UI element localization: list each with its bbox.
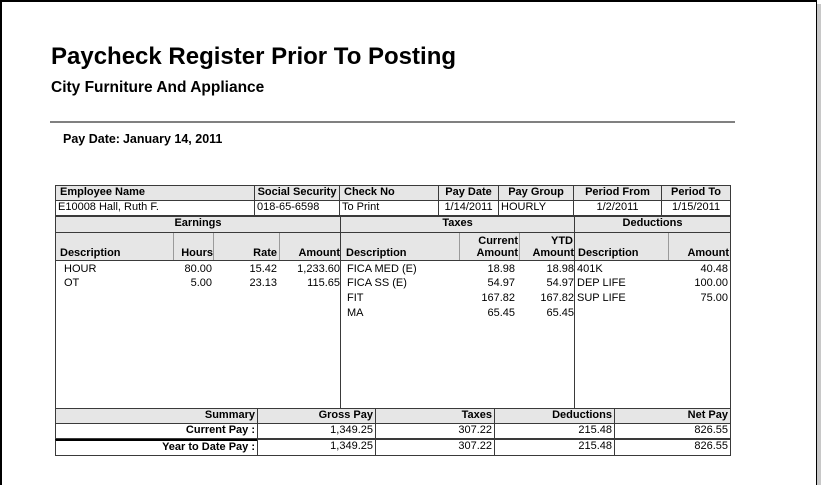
earn-rate: 15.42 <box>249 263 277 275</box>
page-shadow <box>817 4 821 485</box>
summary-deductions: 215.48 <box>494 423 615 439</box>
summary-label: Year to Date Pay : <box>55 439 258 456</box>
body-divider-earnings-taxes <box>340 260 341 409</box>
section-earnings: Earnings <box>55 216 341 233</box>
body-border-left <box>55 260 56 409</box>
summary-gross: 1,349.25 <box>257 423 376 439</box>
summary-taxes: 307.22 <box>375 423 495 439</box>
summary-net: 826.55 <box>614 439 731 456</box>
earn-amount: 115.65 <box>307 277 340 289</box>
earn-amount: 1,233.60 <box>297 263 340 275</box>
summary-col-taxes: Taxes <box>375 408 495 424</box>
tax-col-ytd-amount: Amount <box>532 247 574 259</box>
summary-gross: 1,349.25 <box>257 439 376 456</box>
tax-description: FICA SS (E) <box>347 277 407 289</box>
earn-description: OT <box>64 277 80 289</box>
earn-col-amount: Amount <box>298 247 340 259</box>
earn-hours: 80.00 <box>184 263 212 275</box>
employee-name-value: E10008 Hall, Ruth F. <box>55 200 255 216</box>
col-divider <box>574 233 575 260</box>
earn-hours: 5.00 <box>190 277 212 289</box>
col-divider <box>340 233 341 260</box>
earn-col-rate: Rate <box>253 247 277 259</box>
tax-description: FICA MED (E) <box>347 263 417 275</box>
tax-ytd: 18.98 <box>546 263 574 275</box>
earn-col-hours: Hours <box>181 247 213 259</box>
section-deductions: Deductions <box>574 216 731 233</box>
check-no-value: To Print <box>339 200 439 216</box>
ded-amount: 40.48 <box>700 263 728 275</box>
pay-date <box>63 132 225 146</box>
col-employee-name: Employee Name <box>55 185 255 201</box>
period-to-value: 1/15/2011 <box>661 200 731 216</box>
tax-current: 65.45 <box>487 307 515 319</box>
col-period-to: Period To <box>661 185 731 201</box>
tax-ytd: 65.45 <box>546 307 574 319</box>
tax-current: 18.98 <box>487 263 515 275</box>
ded-amount: 100.00 <box>694 277 728 289</box>
tax-description: FIT <box>347 292 364 304</box>
tax-col-current: Current <box>478 235 518 247</box>
ded-description: SUP LIFE <box>577 292 626 304</box>
earn-rate: 23.13 <box>249 277 277 289</box>
period-from-value: 1/2/2011 <box>573 200 662 216</box>
summary-deductions: 215.48 <box>494 439 615 456</box>
ded-description: DEP LIFE <box>577 277 626 289</box>
tax-ytd: 54.97 <box>546 277 574 289</box>
company-name: City Furniture And Appliance <box>51 79 265 96</box>
section-taxes: Taxes <box>340 216 575 233</box>
summary-col-deductions: Deductions <box>494 408 615 424</box>
pay-date-label: Pay Date: <box>63 132 120 146</box>
col-pay-date: Pay Date <box>438 185 499 201</box>
summary-col-net-pay: Net Pay <box>614 408 731 424</box>
ded-description: 401K <box>577 263 603 275</box>
earn-description: HOUR <box>64 263 97 275</box>
tax-description: MA <box>347 307 364 319</box>
ded-amount: 75.00 <box>700 292 728 304</box>
report-title: Paycheck Register Prior To Posting <box>51 43 457 70</box>
pay-date-value: January 14, 2011 <box>122 132 223 146</box>
tax-col-ytd: YTD <box>551 235 573 247</box>
tax-col-description: Description <box>346 247 407 259</box>
body-border-right <box>730 260 731 409</box>
summary-col-summary: Summary <box>55 408 258 424</box>
col-social-security: Social Security <box>254 185 340 201</box>
body-divider-taxes-deductions <box>574 260 575 409</box>
tax-current: 167.82 <box>481 292 515 304</box>
col-check-no: Check No <box>339 185 439 201</box>
tax-col-current-amount: Amount <box>476 247 518 259</box>
summary-label: Current Pay : <box>55 423 258 439</box>
ded-col-description: Description <box>578 247 639 259</box>
summary-col-gross-pay: Gross Pay <box>257 408 376 424</box>
summary-taxes: 307.22 <box>375 439 495 456</box>
header-divider <box>50 121 735 123</box>
col-period-from: Period From <box>573 185 662 201</box>
summary-net: 826.55 <box>614 423 731 439</box>
tax-current: 54.97 <box>487 277 515 289</box>
tax-ytd: 167.82 <box>540 292 574 304</box>
social-security-value: 018-65-6598 <box>254 200 340 216</box>
ded-col-amount: Amount <box>687 247 729 259</box>
pay-group-value: HOURLY <box>498 200 574 216</box>
pay-date-value-cell: 1/14/2011 <box>438 200 499 216</box>
col-pay-group: Pay Group <box>498 185 574 201</box>
earn-col-description: Description <box>60 247 121 259</box>
